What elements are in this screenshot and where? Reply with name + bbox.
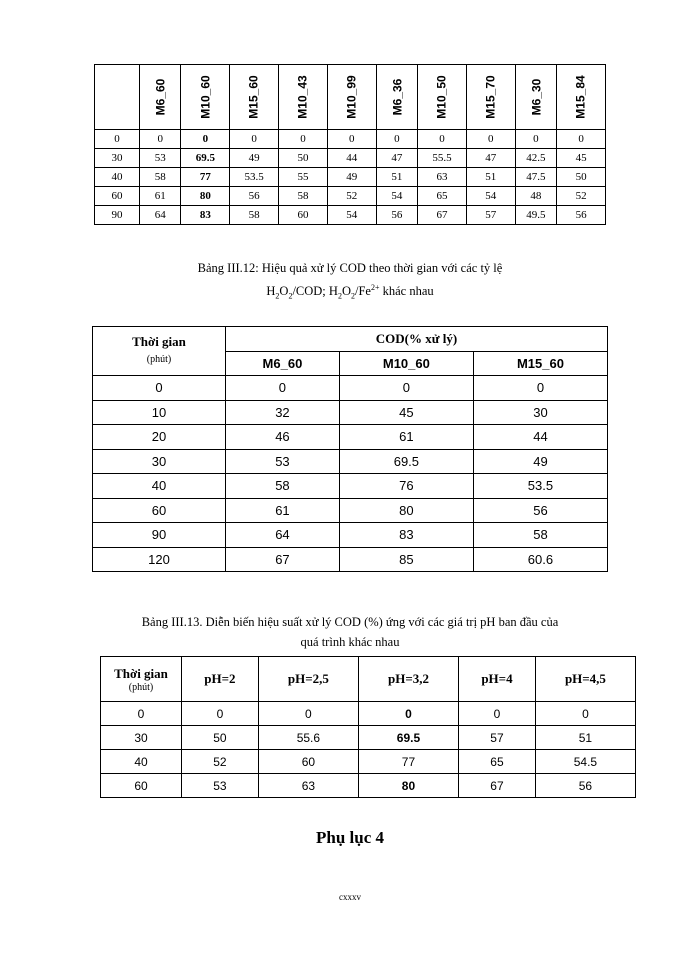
value-cell: 69.5 [339,449,473,474]
value-cell: 56 [230,187,279,206]
header-cell: M10_99 [327,65,376,130]
header-cell: M6_60 [226,351,340,376]
value-cell: 80 [181,187,230,206]
value-cell: 0 [418,130,467,149]
value-cell: 85 [339,547,473,572]
caption-table-3-13 [0,612,700,652]
value-cell: 53 [182,774,259,798]
value-cell: 58 [140,168,181,187]
value-cell: 0 [182,702,259,726]
value-cell: 64 [226,523,340,548]
value-cell: 49 [327,168,376,187]
value-cell: 51 [535,726,635,750]
header-cell: M10_60 [181,65,230,130]
value-cell: 55.6 [258,726,358,750]
table-cod-ph [100,656,636,798]
value-cell: 0 [327,130,376,149]
table-cod-time [92,326,608,572]
value-cell: 56 [376,206,417,225]
table-row [95,206,606,225]
value-cell: 55.5 [418,149,467,168]
header-time: Thời gian (phút) [93,327,226,376]
time-cell: 30 [93,449,226,474]
value-cell: 52 [557,187,606,206]
value-cell: 54 [327,206,376,225]
value-cell: 63 [258,774,358,798]
value-cell: 60 [258,750,358,774]
header-cell: M15_60 [230,65,279,130]
time-cell: 30 [95,149,140,168]
value-cell: 48 [515,187,556,206]
value-cell: 56 [557,206,606,225]
table-row [93,474,608,499]
value-cell: 53.5 [230,168,279,187]
value-cell: 47 [466,149,515,168]
caption-line: quá trình khác nhau [300,635,400,649]
value-cell: 0 [230,130,279,149]
table-header-row [95,65,606,130]
value-cell: 54.5 [535,750,635,774]
table-row [95,130,606,149]
value-cell: 0 [358,702,458,726]
header-cell: M15_84 [557,65,606,130]
time-cell: 0 [101,702,182,726]
header-cell: M6_30 [515,65,556,130]
time-cell: 10 [93,400,226,425]
value-cell: 0 [226,376,340,401]
value-cell: 0 [339,376,473,401]
value-cell: 64 [140,206,181,225]
table-row [101,726,636,750]
header-cell: pH=2 [182,657,259,702]
value-cell: 67 [226,547,340,572]
header-empty-cell [95,65,140,130]
time-cell: 60 [93,498,226,523]
value-cell: 45 [557,149,606,168]
time-cell: 30 [101,726,182,750]
value-cell: 42.5 [515,149,556,168]
time-cell: 40 [93,474,226,499]
header-cell: M10_60 [339,351,473,376]
table-row [93,376,608,401]
header-cell: M10_43 [279,65,328,130]
value-cell: 52 [327,187,376,206]
time-cell: 60 [101,774,182,798]
page-number: cxxxv [339,892,361,902]
value-cell: 47 [376,149,417,168]
value-cell: 69.5 [358,726,458,750]
header-cell: M6_60 [140,65,181,130]
value-cell: 0 [557,130,606,149]
value-cell: 49.5 [515,206,556,225]
value-cell: 61 [226,498,340,523]
value-cell: 47.5 [515,168,556,187]
table-row [93,547,608,572]
value-cell: 50 [557,168,606,187]
table-header-row [101,657,636,702]
value-cell: 83 [339,523,473,548]
table-row [93,523,608,548]
value-cell: 76 [339,474,473,499]
appendix-title: Phụ lục 4 [315,828,385,847]
value-cell: 57 [459,726,536,750]
value-cell: 58 [226,474,340,499]
value-cell: 56 [535,774,635,798]
value-cell: 58 [230,206,279,225]
value-cell: 53 [226,449,340,474]
value-cell: 67 [418,206,467,225]
table-header-row [93,327,608,352]
value-cell: 54 [376,187,417,206]
time-cell: 20 [93,425,226,450]
table-treatment-ratios [94,64,606,225]
time-cell: 90 [95,206,140,225]
value-cell: 0 [466,130,515,149]
value-cell: 58 [279,187,328,206]
table-row [93,400,608,425]
time-cell: 40 [101,750,182,774]
value-cell: 53 [140,149,181,168]
table-row [93,498,608,523]
value-cell: 55 [279,168,328,187]
time-cell: 0 [95,130,140,149]
value-cell: 0 [459,702,536,726]
caption-line: Bảng III.12: Hiệu quả xử lý COD theo thời gian với các tỷ lệ [197,261,503,275]
table-row [95,168,606,187]
header-cod: COD(% xử lý) [226,327,608,352]
value-cell: 0 [473,376,607,401]
table-row [93,425,608,450]
value-cell: 44 [473,425,607,450]
header-cell: M10_50 [418,65,467,130]
value-cell: 51 [466,168,515,187]
table-row [101,750,636,774]
time-cell: 90 [93,523,226,548]
value-cell: 69.5 [181,149,230,168]
value-cell: 54 [466,187,515,206]
caption-line-formula: $H_2O_2$/COD; $H_2O_2/Fe^{2+}$ khác nhau [266,283,434,301]
value-cell: 56 [473,498,607,523]
value-cell: 0 [279,130,328,149]
value-cell: 83 [181,206,230,225]
value-cell: 51 [376,168,417,187]
value-cell: 60.6 [473,547,607,572]
value-cell: 65 [418,187,467,206]
value-cell: 57 [466,206,515,225]
header-cell: M6_36 [376,65,417,130]
header-cell: pH=3,2 [358,657,458,702]
value-cell: 0 [140,130,181,149]
value-cell: 0 [258,702,358,726]
value-cell: 77 [358,750,458,774]
table-row [101,702,636,726]
value-cell: 32 [226,400,340,425]
value-cell: 53.5 [473,474,607,499]
value-cell: 61 [140,187,181,206]
header-cell: pH=4 [459,657,536,702]
value-cell: 58 [473,523,607,548]
value-cell: 44 [327,149,376,168]
table-row [95,149,606,168]
value-cell: 60 [279,206,328,225]
table-row [95,187,606,206]
header-cell: M15_60 [473,351,607,376]
caption-table-3-12 [0,258,700,307]
value-cell: 65 [459,750,536,774]
value-cell: 80 [339,498,473,523]
table-row [93,449,608,474]
time-cell: 0 [93,376,226,401]
value-cell: 63 [418,168,467,187]
header-cell: pH=4,5 [535,657,635,702]
table-row [101,774,636,798]
time-cell: 60 [95,187,140,206]
value-cell: 49 [230,149,279,168]
value-cell: 80 [358,774,458,798]
value-cell: 77 [181,168,230,187]
value-cell: 0 [376,130,417,149]
value-cell: 30 [473,400,607,425]
value-cell: 50 [182,726,259,750]
value-cell: 52 [182,750,259,774]
caption-line: Bảng III.13. Diễn biến hiệu suất xử lý COD (%) ứng với các giá trị pH ban đầu của [141,615,559,629]
time-cell: 40 [95,168,140,187]
value-cell: 0 [515,130,556,149]
value-cell: 46 [226,425,340,450]
value-cell: 45 [339,400,473,425]
value-cell: 67 [459,774,536,798]
value-cell: 0 [181,130,230,149]
header-cell: M15_70 [466,65,515,130]
value-cell: 0 [535,702,635,726]
header-cell: pH=2,5 [258,657,358,702]
value-cell: 61 [339,425,473,450]
time-cell: 120 [93,547,226,572]
value-cell: 50 [279,149,328,168]
header-time: Thời gian (phút) [101,657,182,702]
value-cell: 49 [473,449,607,474]
